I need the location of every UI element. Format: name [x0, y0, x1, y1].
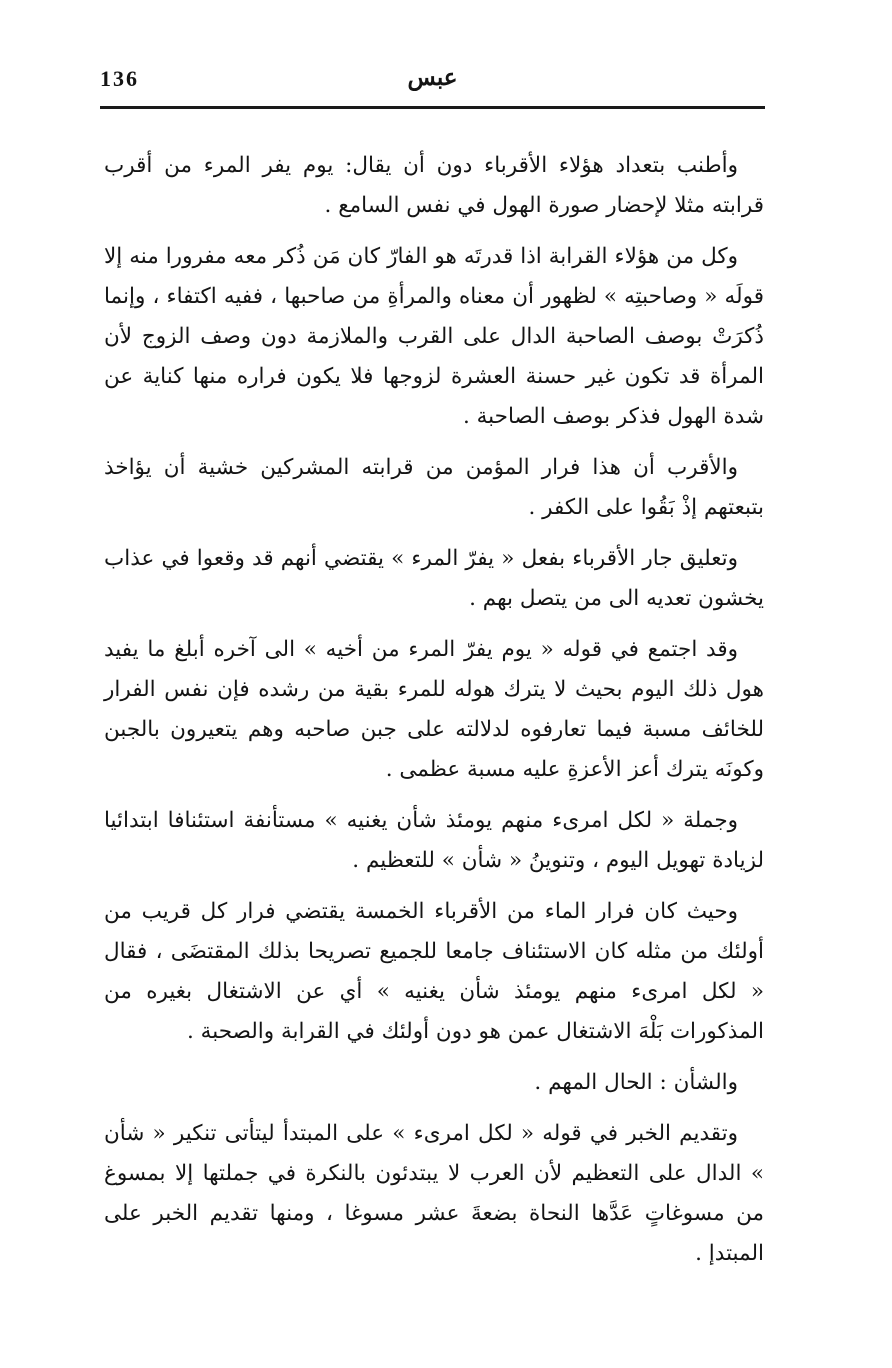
- paragraph: وتقديم الخبر في قوله « لكل امرىء » على المبتدأ ليتأتى تنكير « شأن » الدال على التعظيم لأن العرب لا يبتدئون بالنكرة في جملتها إلا بمسوغ من مسوغاتٍ عَدَّها النحاة بضعةَ عشر مسوغا ، ومنها تقديم الخبر على المبتدإ .: [104, 1121, 764, 1266]
- running-title: عبس: [407, 64, 458, 91]
- paragraph: وجملة « لكل امرىء منهم يومئذ شأن يغنيه » مستأنفة استئنافا ابتدائيا لزيادة تهويل اليوم ، وتنوينُ « شأن » للتعظيم .: [104, 808, 764, 873]
- paragraph: والأقرب أن هذا فرار المؤمن من قرابته المشركين خشية أن يؤاخذ بتبعتهم إذْ بَقُوا على الكفر .: [104, 455, 764, 520]
- paragraph: وأطنب بتعداد هؤلاء الأقرباء دون أن يقال: يوم يفر المرء من أقرب قرابته مثلا لإحضار صورة الهول في نفس السامع .: [104, 153, 764, 218]
- page-number: 136: [100, 66, 139, 91]
- paragraph: وكل من هؤلاء القرابة اذا قدرتَه هو الفارّ كان مَن ذُكر معه مفرورا منه إلا قولَه « وصاحبتِه » لظهور أن معناه والمرأةِ من صاحبها ، ففيه اكتفاء ، وإنما ذُكرَتْ بوصف الصاحبة الدال على القرب والملازمة دون وصف الزوج لأن المرأة قد تكون غير حسنة العشرة لزوجها فلا يكون فراره منها كناية عن شدة الهول فذكر بوصف الصاحبة .: [104, 244, 764, 429]
- paragraph: وقد اجتمع في قوله « يوم يفرّ المرء من أخيه » الى آخره أبلغ ما يفيد هول ذلك اليوم بحيث لا يترك هوله للمرء بقية من رشده فإن نفس الفرار للخائف مسبة فيما تعارفوه لدلالته على جبن صاحبه وهم يتعيرون بالجبن وكونَه يترك أعز الأعزةِ عليه مسبة عظمى .: [104, 637, 764, 782]
- header-rule: [100, 106, 765, 109]
- body-text: [104, 146, 764, 1285]
- paragraph: وحيث كان فرار الماء من الأقرباء الخمسة يقتضي فرار كل قريب من أولئك من مثله كان الاستئناف جامعا للجميع تصريحا بذلك المقتضَى ، فقال « لكل امرىء منهم يومئذ شأن يغنيه » أي عن الاشتغال بغيره من المذكورات بَلْهَ الاشتغال عمن هو دون أولئك في القرابة والصحبة .: [104, 899, 764, 1044]
- paragraph: وتعليق جار الأقرباء بفعل « يفرّ المرء » يقتضي أنهم قد وقعوا في عذاب يخشون تعديه الى من يتصل بهم .: [104, 546, 764, 611]
- paragraph: والشأن : الحال المهم .: [534, 1070, 738, 1095]
- page-header: [100, 64, 765, 104]
